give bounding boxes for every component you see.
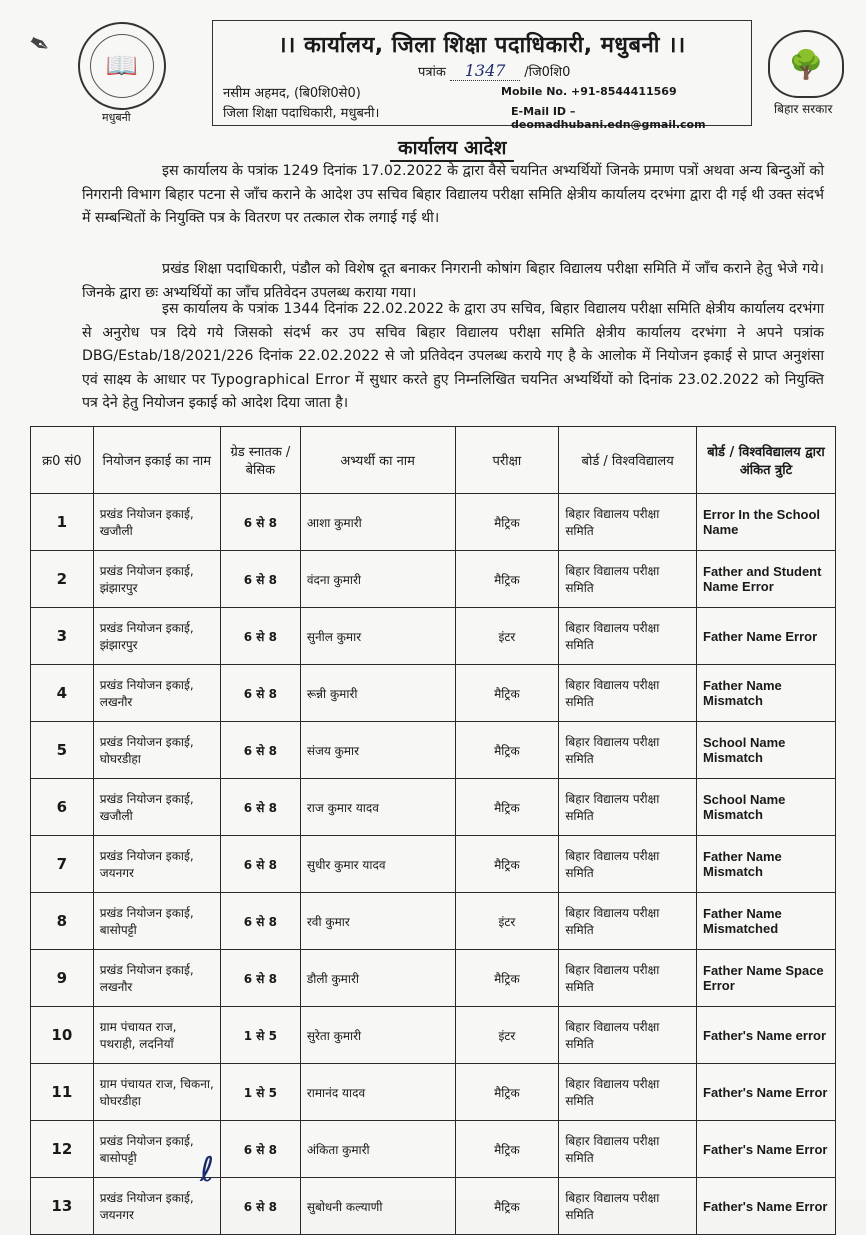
board-cell: बिहार विद्यालय परीक्षा समिति	[559, 722, 697, 779]
board-cell: बिहार विद्यालय परीक्षा समिति	[559, 1121, 697, 1178]
order-paragraph-3: इस कार्यालय के पत्रांक 1344 दिनांक 22.02.2022 के द्वारा उप सचिव, बिहार विद्यालय परीक्षा समिति क्षेत्रीय कार्यालय दरभंगा से अनुरोध पत्र दिये गये जिसको संदर्भ कर उप सचिव बिहार विद्यालय परीक्षा समिति क्षेत्रीय कार्यालय दरभंगा ने अपने पत्रांक DBG/Estab/18/2021/226 दिनांक 22.02.2022 से जो प्रतिवेदन उपलब्ध कराये गए है के आलोक में नियोजन इकाई से प्राप्त अनुशंसा एवं साक्ष्य के आधार पर Typographical Error में सुधार करते हुए निम्नलिखित चयनित अभ्यर्थियों को दिनांक 23.02.2022 को नियुक्ति पत्र देने हेतु नियोजन इकाई को आदेश दिया जाता है।	[82, 301, 824, 411]
exam-cell: मैट्रिक	[455, 950, 559, 1007]
bihar-govt-emblem-icon: 🌳	[768, 30, 844, 98]
employment-unit-cell: प्रखंड नियोजन इकाई, बासोपट्टी	[93, 1121, 220, 1178]
board-error-cell: School Name Mismatch	[697, 779, 836, 836]
col-header-exam: परीक्षा	[455, 427, 559, 494]
table-row	[31, 551, 836, 608]
serial-number-cell: 2	[31, 551, 94, 608]
candidate-name-cell: राज कुमार यादव	[300, 779, 455, 836]
board-cell: बिहार विद्यालय परीक्षा समिति	[559, 494, 697, 551]
grade-cell: 6 से 8	[220, 722, 300, 779]
serial-number-cell: 10	[31, 1007, 94, 1064]
board-error-cell: Father's Name Error	[697, 1121, 836, 1178]
email-address: E-Mail ID – deomadhubani.edn@gmail.com	[511, 105, 706, 131]
board-error-cell: Father's Name Error	[697, 1178, 836, 1235]
candidate-name-cell: डौली कुमारी	[300, 950, 455, 1007]
grade-cell: 6 से 8	[220, 893, 300, 950]
board-cell: बिहार विद्यालय परीक्षा समिति	[559, 950, 697, 1007]
candidate-name-cell: रून्नी कुमारी	[300, 665, 455, 722]
table-row	[31, 494, 836, 551]
grade-cell: 6 से 8	[220, 950, 300, 1007]
col-header-candidate: अभ्यर्थी का नाम	[300, 427, 455, 494]
pen-icon: ✒	[21, 26, 56, 64]
serial-number-cell: 3	[31, 608, 94, 665]
signature-mark: ℓ	[200, 1150, 215, 1190]
serial-number-cell: 11	[31, 1064, 94, 1121]
employment-unit-cell: प्रखंड नियोजन इकाई, झंझारपुर	[93, 551, 220, 608]
mobile-number: Mobile No. +91-8544411569	[501, 85, 677, 98]
table-row	[31, 1007, 836, 1064]
serial-number-cell: 4	[31, 665, 94, 722]
grade-cell: 6 से 8	[220, 494, 300, 551]
board-cell: बिहार विद्यालय परीक्षा समिति	[559, 551, 697, 608]
employment-unit-cell: प्रखंड नियोजन इकाई, लखनौर	[93, 665, 220, 722]
serial-number-cell: 1	[31, 494, 94, 551]
exam-cell: मैट्रिक	[455, 1064, 559, 1121]
board-error-cell: Father Name Mismatched	[697, 893, 836, 950]
exam-cell: मैट्रिक	[455, 551, 559, 608]
col-header-board: बोर्ड / विश्वविद्यालय	[559, 427, 697, 494]
candidate-name-cell: सुबोधनी कल्याणी	[300, 1178, 455, 1235]
employment-unit-cell: प्रखंड नियोजन इकाई, घोघरडीहा	[93, 722, 220, 779]
board-cell: बिहार विद्यालय परीक्षा समिति	[559, 608, 697, 665]
candidate-name-cell: सुनील कुमार	[300, 608, 455, 665]
employment-unit-cell: ग्राम पंचायत राज, पथराही, लदनियाँ	[93, 1007, 220, 1064]
exam-cell: मैट्रिक	[455, 1178, 559, 1235]
order-paragraph-2: प्रखंड शिक्षा पदाधिकारी, पंडौल को विशेष दूत बनाकर निगरानी कोषांग बिहार विद्यालय परीक्षा समिति में जाँच कराने हेतु भेजे गये। जिनके द्वारा छः अभ्यर्थियों का जाँच प्रतिवेदन उपलब्ध कराया गया।	[82, 261, 824, 301]
table-row	[31, 1121, 836, 1178]
col-header-sn: क्र0 सं0	[31, 427, 94, 494]
table-row	[31, 608, 836, 665]
exam-cell: इंटर	[455, 1007, 559, 1064]
exam-cell: इंटर	[455, 608, 559, 665]
serial-number-cell: 5	[31, 722, 94, 779]
district-seal-icon: 📖	[78, 22, 166, 110]
candidate-name-cell: आशा कुमारी	[300, 494, 455, 551]
board-cell: बिहार विद्यालय परीक्षा समिति	[559, 1064, 697, 1121]
table-row	[31, 1064, 836, 1121]
candidate-name-cell: सुधीर कुमार यादव	[300, 836, 455, 893]
serial-number-cell: 9	[31, 950, 94, 1007]
serial-number-cell: 8	[31, 893, 94, 950]
serial-number-cell: 6	[31, 779, 94, 836]
grade-cell: 6 से 8	[220, 1121, 300, 1178]
board-error-cell: Father Name Error	[697, 608, 836, 665]
grade-cell: 1 से 5	[220, 1007, 300, 1064]
exam-cell: मैट्रिक	[455, 665, 559, 722]
board-error-cell: Father's Name error	[697, 1007, 836, 1064]
reference-line	[418, 61, 570, 81]
table-row	[31, 722, 836, 779]
col-header-error: बोर्ड / विश्वविद्यालय द्वारा अंकित त्रुटि	[697, 427, 836, 494]
board-error-cell: Father's Name Error	[697, 1064, 836, 1121]
grade-cell: 6 से 8	[220, 665, 300, 722]
grade-cell: 6 से 8	[220, 608, 300, 665]
board-error-cell: School Name Mismatch	[697, 722, 836, 779]
table-header-row	[31, 427, 836, 494]
serial-number-cell: 12	[31, 1121, 94, 1178]
exam-cell: मैट्रिक	[455, 779, 559, 836]
grade-cell: 6 से 8	[220, 551, 300, 608]
candidates-table	[30, 426, 836, 1235]
ref-suffix: /जि0शि0	[524, 65, 571, 80]
office-title: ।। कार्यालय, जिला शिक्षा पदाधिकारी, मधुबनी ।।	[278, 33, 686, 58]
candidate-name-cell: अंकिता कुमारी	[300, 1121, 455, 1178]
employment-unit-cell: प्रखंड नियोजन इकाई, लखनौर	[93, 950, 220, 1007]
exam-cell: मैट्रिक	[455, 494, 559, 551]
table-row	[31, 665, 836, 722]
table-row	[31, 950, 836, 1007]
board-cell: बिहार विद्यालय परीक्षा समिति	[559, 779, 697, 836]
table-row	[31, 1178, 836, 1235]
board-error-cell: Error In the School Name	[697, 494, 836, 551]
exam-cell: इंटर	[455, 893, 559, 950]
letterhead	[212, 20, 752, 131]
exam-cell: मैट्रिक	[455, 836, 559, 893]
employment-unit-cell: प्रखंड नियोजन इकाई, जयनगर	[93, 1178, 220, 1235]
board-cell: बिहार विद्यालय परीक्षा समिति	[559, 665, 697, 722]
candidate-name-cell: वंदना कुमारी	[300, 551, 455, 608]
candidate-name-cell: रवी कुमार	[300, 893, 455, 950]
grade-cell: 6 से 8	[220, 836, 300, 893]
employment-unit-cell: ग्राम पंचायत राज, चिकना, घोघरडीहा	[93, 1064, 220, 1121]
board-cell: बिहार विद्यालय परीक्षा समिति	[559, 1007, 697, 1064]
board-cell: बिहार विद्यालय परीक्षा समिति	[559, 1178, 697, 1235]
exam-cell: मैट्रिक	[455, 722, 559, 779]
officer-designation: जिला शिक्षा पदाधिकारी, मधुबनी।	[223, 106, 380, 121]
board-error-cell: Father Name Space Error	[697, 950, 836, 1007]
table-row	[31, 836, 836, 893]
grade-cell: 1 से 5	[220, 1064, 300, 1121]
col-header-unit: नियोजन इकाई का नाम	[93, 427, 220, 494]
employment-unit-cell: प्रखंड नियोजन इकाई, जयनगर	[93, 836, 220, 893]
board-cell: बिहार विद्यालय परीक्षा समिति	[559, 893, 697, 950]
employment-unit-cell: प्रखंड नियोजन इकाई, खजौली	[93, 779, 220, 836]
board-error-cell: Father and Student Name Error	[697, 551, 836, 608]
candidate-name-cell: रामानंद यादव	[300, 1064, 455, 1121]
candidate-name-cell: सुरेता कुमारी	[300, 1007, 455, 1064]
bihar-govt-label: बिहार सरकार	[774, 102, 833, 116]
order-paragraph-1: इस कार्यालय के पत्रांक 1249 दिनांक 17.02.2022 के द्वारा वैसे चयनित अभ्यर्थियों जिनके प्रमाण पत्रों अथवा अन्य बिन्दुओं को निगरानी विभाग बिहार पटना से जाँच कराने के आदेश उप सचिव बिहार विद्यालय परीक्षा समिति क्षेत्रीय कार्यालय दरभंगा द्वारा दी गई थी उक्त संदर्भ में सम्बन्धितों के नियुक्ति पत्र के वितरण पर तत्काल रोक लगाई गई थी।	[82, 163, 824, 226]
grade-cell: 6 से 8	[220, 1178, 300, 1235]
order-title: कार्यालय आदेश	[390, 134, 514, 162]
col-header-grade: ग्रेड स्नातक / बेसिक	[220, 427, 300, 494]
ref-label: पत्रांक	[418, 65, 446, 80]
employment-unit-cell: प्रखंड नियोजन इकाई, बासोपट्टी	[93, 893, 220, 950]
employment-unit-cell: प्रखंड नियोजन इकाई, खजौली	[93, 494, 220, 551]
grade-cell: 6 से 8	[220, 779, 300, 836]
employment-unit-cell: प्रखंड नियोजन इकाई, झंझारपुर	[93, 608, 220, 665]
board-cell: बिहार विद्यालय परीक्षा समिति	[559, 836, 697, 893]
table-row	[31, 893, 836, 950]
board-error-cell: Father Name Mismatch	[697, 836, 836, 893]
candidate-name-cell: संजय कुमार	[300, 722, 455, 779]
board-error-cell: Father Name Mismatch	[697, 665, 836, 722]
serial-number-cell: 13	[31, 1178, 94, 1235]
table-row	[31, 779, 836, 836]
ref-number: 1347	[450, 61, 520, 81]
serial-number-cell: 7	[31, 836, 94, 893]
exam-cell: मैट्रिक	[455, 1121, 559, 1178]
district-seal-label: मधुबनी	[102, 111, 131, 124]
officer-name: नसीम अहमद, (बि0शि0से0)	[223, 86, 361, 101]
